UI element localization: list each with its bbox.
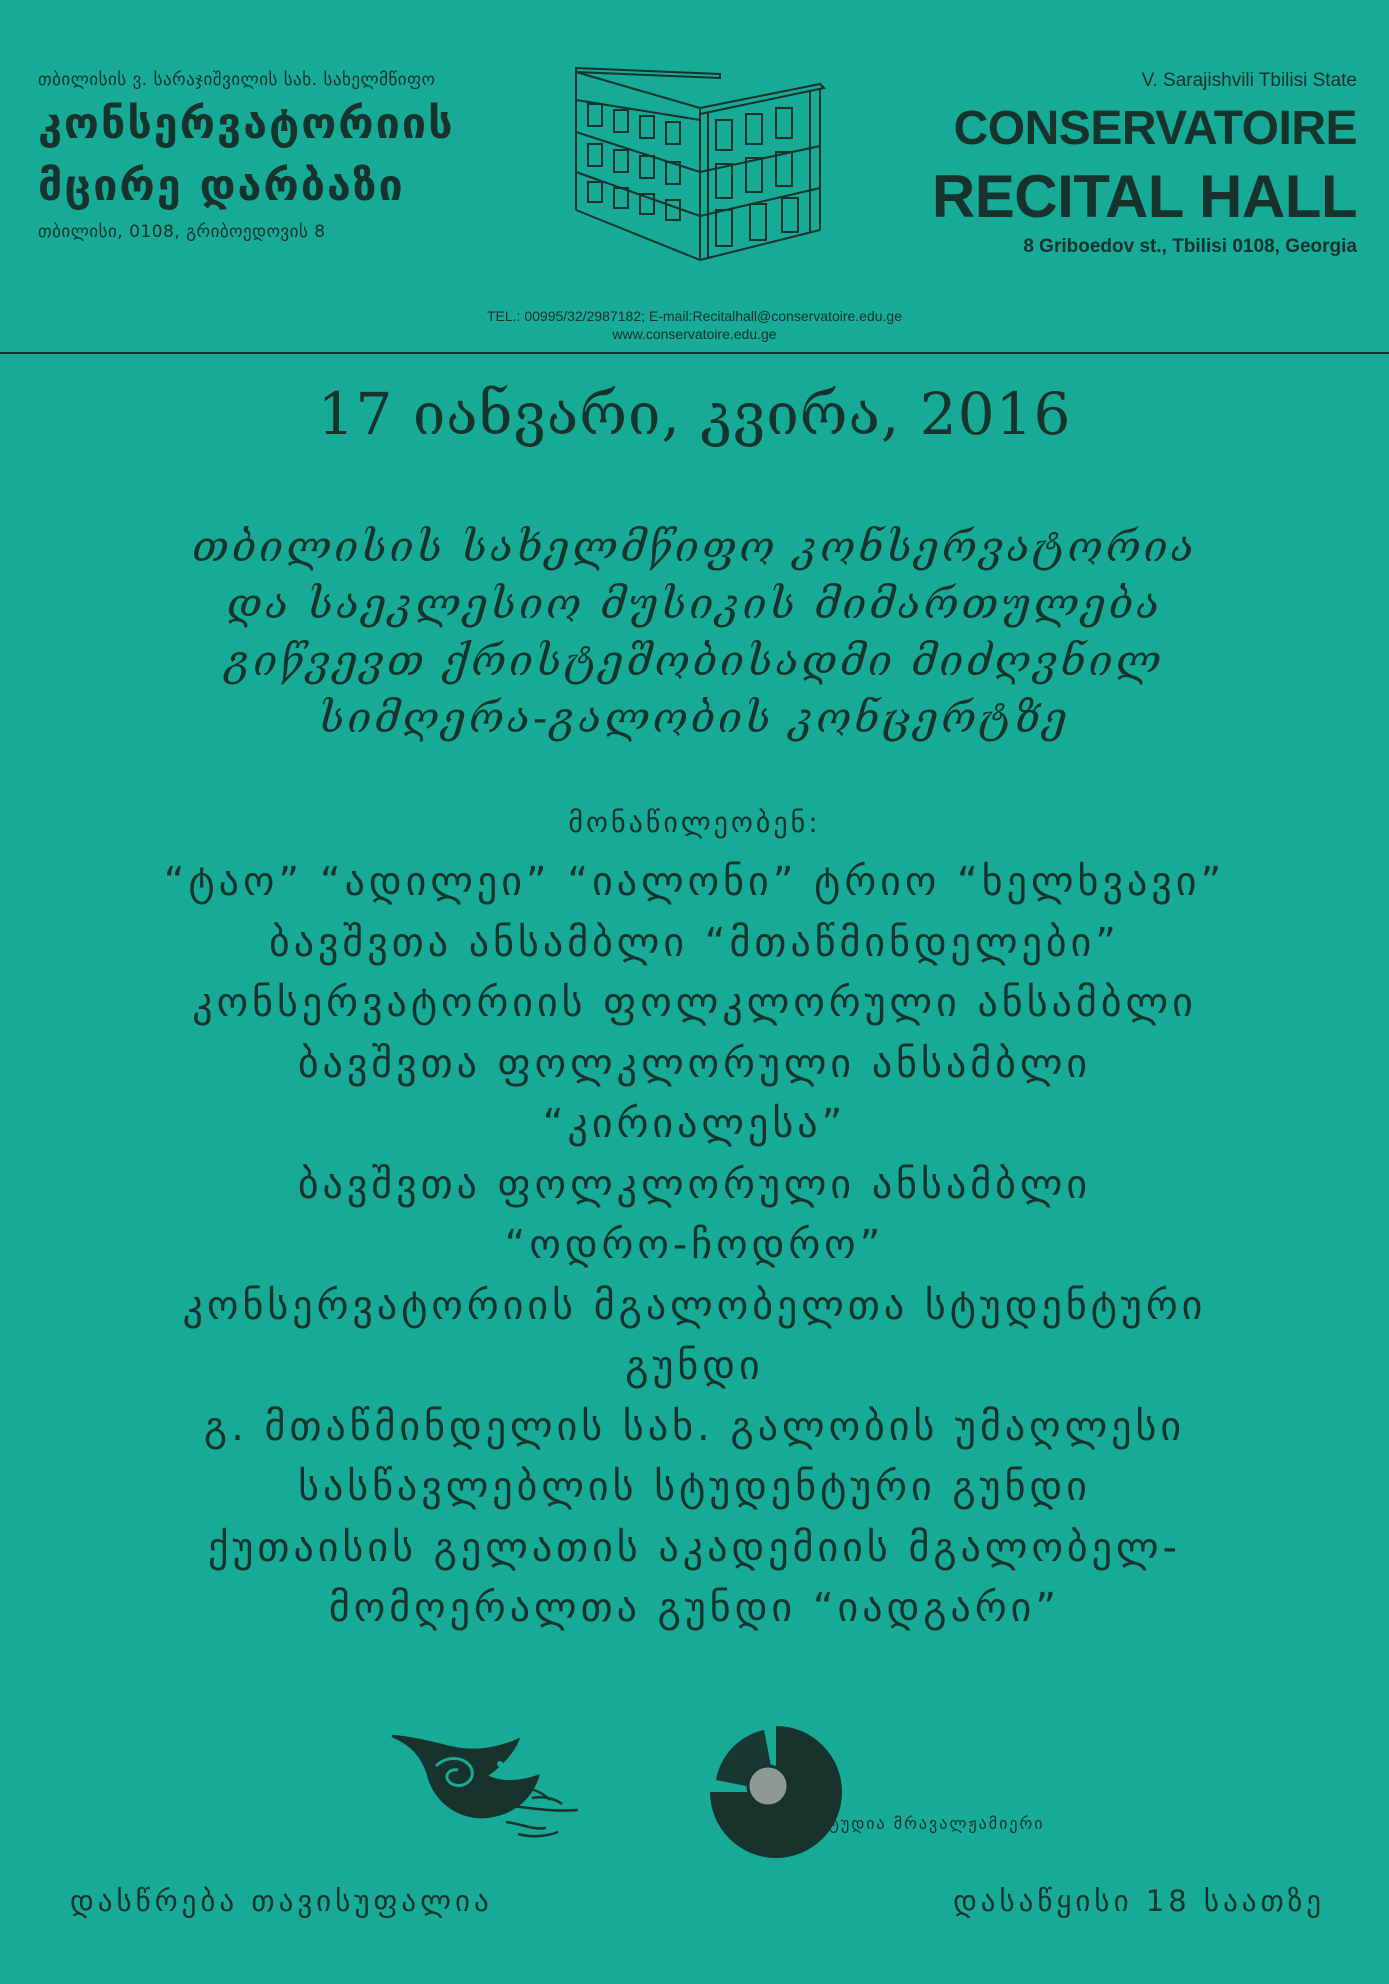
header-title-georgian-line1: კონსერვატორიის <box>38 99 455 149</box>
participant-line: “კირიალესა” <box>542 1101 847 1147</box>
event-date: 17 იანვარი, კვირა, 2016 <box>317 380 1072 448</box>
participant-line: “ტაო” “ადილეი” “იალონი” ტრიო “ხელხვავი” <box>163 859 1226 905</box>
participants-list <box>30 852 1359 1639</box>
participant-line: ბავშვთა ფოლკლორული ანსამბლი <box>297 1161 1092 1208</box>
header-divider <box>0 352 1389 354</box>
vinyl-disc-icon <box>706 1722 846 1862</box>
invitation-text <box>40 518 1349 746</box>
header-address-english: 8 Griboedov st., Tbilisi 0108, Georgia <box>1023 236 1357 257</box>
participant-line: ქუთაისის გელათის აკადემიის მგალობელ- <box>208 1524 1181 1571</box>
header-english-block <box>917 70 1357 258</box>
footer-start-time: დასაწყისი 18 საათზე <box>953 1884 1325 1918</box>
header-title-georgian-line2: მცირე დარბაზი <box>38 161 405 211</box>
participant-line: მომღერალთა გუნდი “იადგარი” <box>328 1585 1061 1631</box>
participant-line: კონსერვატორიის ფოლკლორული ანსამბლი <box>192 980 1197 1026</box>
header-georgian-block <box>38 70 518 242</box>
header-title-english-line1: CONSERVATOIRE <box>953 102 1357 155</box>
participant-line: კონსერვატორიის მგალობელთა სტუდენტური <box>182 1282 1207 1329</box>
header-institution-georgian: თბილისის ვ. სარაჯიშვილის სახ. სახელმწიფო <box>38 70 436 90</box>
invitation-line: გიწვევთ ქრისტეშობისადმი მიძღვნილ <box>225 636 1164 685</box>
header-title-english-line2: RECITAL HALL <box>931 163 1357 230</box>
conservatoire-building-icon <box>570 60 830 266</box>
participant-line: ბავშვთა ფოლკლორული ანსამბლი <box>297 1040 1092 1087</box>
invitation-line: თბილისის სახელმწიფო კონსერვატორია <box>192 522 1197 571</box>
participant-line: ბავშვთა ანსამბლი “მთაწმინდელები” <box>268 919 1121 966</box>
participant-line: გუნდი <box>625 1343 764 1389</box>
participant-line: სასწავლებლის სტუდენტური გუნდი <box>298 1464 1091 1510</box>
header-contact-web: www.conservatoire.edu.ge <box>612 326 777 342</box>
participants-heading: მონაწილეობენ: <box>568 806 821 839</box>
header-institution-english: V. Sarajishvili Tbilisi State <box>1141 70 1357 91</box>
poster-header <box>0 0 1389 352</box>
header-address-georgian: თბილისი, 0108, გრიბოედოვის 8 <box>38 222 326 242</box>
studio-label: სტუდია მრავალჟამიერი <box>818 1814 1045 1833</box>
footer-free-entry: დასწრება თავისუფალია <box>70 1884 493 1918</box>
bird-logo-icon <box>382 1726 602 1846</box>
participant-line: გ. მთაწმინდელის სახ. გალობის უმაღლესი <box>203 1403 1186 1450</box>
participant-line: “ოდრო-ჩოდრო” <box>504 1222 885 1268</box>
invitation-line: და საეკლესიო მუსიკის მიმართულება <box>226 579 1163 628</box>
invitation-line: სიმღერა-გალობის კონცერტზე <box>319 693 1070 742</box>
header-contact-tel: TEL.: 00995/32/2987182; E-mail:Recitalhall@conservatoire.edu.ge <box>486 308 903 324</box>
